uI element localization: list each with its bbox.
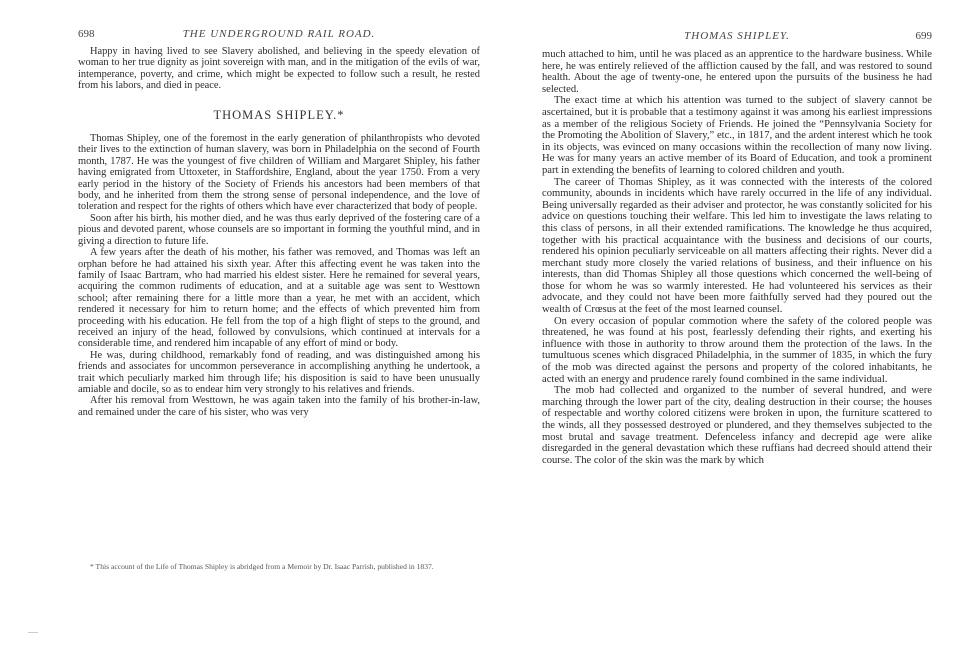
paragraph: Soon after his birth, his mother died, and he was thus early deprived of the fostering care of a pious and devoted parent, whose counsels are so important in forming the youthful mind, and in giving a direction to future life. <box>78 212 480 247</box>
left-running-title: THE UNDERGROUND RAIL ROAD. <box>182 28 376 40</box>
right-page <box>542 0 932 654</box>
section-heading: THOMAS SHIPLEY.* <box>213 107 345 122</box>
paragraph: A few years after the death of his mother, his father was removed, and Thomas was left an orphan before he had attained his sixth year. After this affecting event he was taken into the family of Isaac Bartram, who had married his eldest sister. Here he remained for several years, acquiring the common rudiments of education, and at a suitable age was sent to Westtown school; after remaining there for a little more than a year, he met with an accident, which rendered it necessary for him to return home; and the effects of which prevented him from proceeding with his education. He fell from the top of a high flight of steps to the ground, and received an injury of the head, followed by convulsions, which continued at intervals for a considerable time, and rendered him incapable of any effort of mind or body. <box>78 247 480 350</box>
left-page-number: 698 <box>78 28 95 40</box>
opening-paragraph: Happy in having lived to see Slavery abolished, and believing in the speedy elevation of woman to her true dignity as joint sovereign with man, and in the mitigation of the evils of war, intemperance, poverty, and crime, which might be expected to follow such a result, he rested from his labors, and died in peace. <box>78 46 480 92</box>
left-page <box>78 0 480 654</box>
right-running-title: THOMAS SHIPLEY. <box>684 30 790 42</box>
left-page-body <box>78 46 480 418</box>
right-running-head <box>542 30 932 44</box>
right-page-body <box>542 49 932 466</box>
paragraph: Thomas Shipley, one of the foremost in the early generation of philanthropists who devoted their lives to the extinction of human slavery, was born in Philadelphia on the second of Fourth month, 1787. He was the youngest of five children of William and Margaret Shipley, his father having emigrated from Uttoxeter, in Staffordshire, England, about the year 1750. From a very early period in the history of the Society of Friends his ancestors had been members of that body, and he inherited from them the strong sense of personal independence, and the love of toleration and respect for the rights of others which have ever characterized that body of people. <box>78 133 480 213</box>
paragraph: He was, during childhood, remarkably fond of reading, and was distinguished among his friends and associates for uncommon perseverance in accomplishing anything he undertook, a trait which peculiarly marked him through life; his disposition is said to have been unusually amiable and docile, so as to endear him very strongly to his relatives and friends. <box>78 349 480 395</box>
scan-mark <box>28 632 38 633</box>
right-page-number: 699 <box>915 30 932 42</box>
paragraph: The career of Thomas Shipley, as it was connected with the interests of the colored community, abounds in incidents which have rarely occurred in the life of any individual. Being universally regarded as their adviser and protector, he was constantly solicited for his advice on questions touching their welfare. This led him to investigate the laws relating to this class of persons, in all their extended ramifications. The knowledge he thus acquired, together with his practical acquaintance with the business and decisions of our courts, rendered his opinion peculiarly serviceable on all matters affecting their rights. Never did a merchant study more closely the varied relations of business, and their influence on his interests, than did Thomas Shipley all those questions which concerned the well-being of those for whom he was so warmly interested. He had volunteered his services as their advocate, and they could not have been more faithfully served had they poured out the wealth of Crœsus at the feet of the most learned counsel. <box>542 176 932 316</box>
paragraph: The exact time at which his attention was turned to the subject of slavery cannot be ascertained, but it is probable that a testimony against it was among his earliest impressions as a member of the religious Society of Friends. He joined the “Pennsylvania Society for the Promoting the Abolition of Slavery,” etc., in 1817, and the ardent interest which he took in its objects, was evinced on many occasions within the recollection of many now living. He was for many years an active member of its Board of Education, and took a prominent part in extending the benefits of learning to colored children and youth. <box>542 95 932 176</box>
footnote: * This account of the Life of Thomas Shipley is abridged from a Memoir by Dr. Isaac Parrish, published in 1837. <box>90 562 434 571</box>
paragraph: After his removal from Westtown, he was again taken into the family of his brother-in-law, and remained under the care of his sister, who was very <box>78 395 480 418</box>
continuation-paragraph: much attached to him, until he was placed as an apprentice to the hardware business. While here, he was entirely relieved of the affliction caused by the fall, and was restored to sound health. About the age of twenty-one, he entered upon the pursuits of the business he had selected. <box>542 49 932 95</box>
paragraph: On every occasion of popular commotion where the safety of the colored people was threatened, he was found at his post, fearlessly defending their rights, and exerting his influence with those in authority to throw around them the protection of the laws. In the tumultuous scenes which disgraced Philadelphia, in the summer of 1835, in which the fury of the mob was directed against the persons and property of the colored inhabitants, he acted with an energy and prudence rarely found combined in the same individual. <box>542 315 932 385</box>
left-running-head <box>78 28 480 42</box>
paragraph: The mob had collected and organized to the number of several hundred, and were marching through the lower part of the city, dealing destruction in their course; the houses of respectable and worthy colored citizens were broken in upon, the furniture scattered to the winds, all they possessed destroyed or plundered, and they themselves subjected to the most brutal and savage treatment. Defenceless infancy and decrepid age were alike disregarded in the general devastation which these ruffians had decreed should attend their course. The color of the skin was the mark by which <box>542 385 932 466</box>
